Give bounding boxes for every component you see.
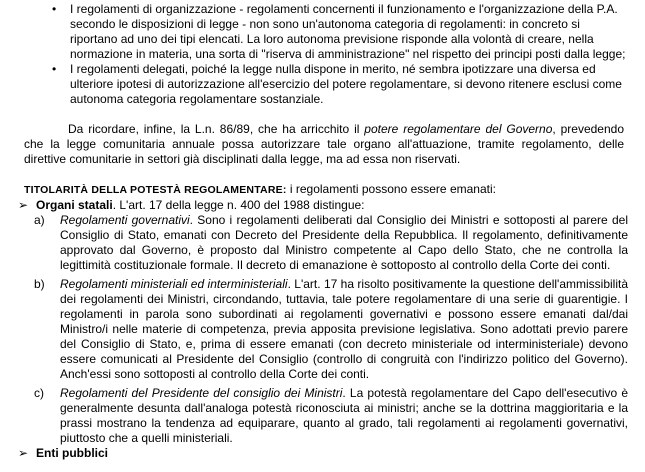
list-item [34, 213, 628, 273]
paragraph-text: , prevedendo che la legge comunitaria annuale possa autorizzare tale organo all'attuazione, tramite regolamento, delle direttive comunitarie in settori già disciplinati dalla legge, ma ad essa non riservati. [24, 122, 624, 166]
item-text: . L'art. 17 ha risolto positivamente la questione dell'ammissibilità dei regolamenti dei Ministri, circondando, tuttavia, tale potere regolamentare di una serie di guarentigie. I regolamenti in parola sono subordinati ai regolamenti governativi e possono essere emanati dal/dai Ministro/i nelle materie di competenza, previa apposita previsione legislativa. Sono adottati previo parere del Consiglio di Stato, e, prima di essere emanati (con decreto ministeriale od interministeriale) devono essere comunicati al Presidente del Consiglio (controllo di congruità con l'indirizzo politico del Governo). Anch'essi sono sottoposti al controllo della Corte dei conti. [60, 277, 628, 381]
item-title: Regolamenti governativi [60, 213, 190, 227]
list-item [52, 2, 630, 62]
list-item [34, 386, 628, 446]
list-item [18, 198, 645, 213]
section-title-rest: i regolamenti possono essere emanati: [286, 182, 496, 196]
item-text: . Sono i regolamenti deliberati dal Consiglio dei Ministri e sottoposti al parere del Consiglio di Stato, emanati con Decreto del Presidente della Repubblica. Il regolamento, definitivamente approvato dal Governo, è proposto dal Ministro competente al Capo dello Stato, che ne controlla la legittimità costituzionale formale. Il decreto di emanazione è sottoposto al controllo della Corte dei conti. [60, 213, 628, 272]
arrow-bullet-icon: ➢ [18, 446, 29, 460]
bullet-text: I regolamenti di organizzazione - regolamenti concernenti il funzionamento e l'organizzazione della P.A. secondo le disposizioni di legge - non sono un'autonoma categoria di regolamenti: in concreto si riportano ad uno dei tipi elencati. La loro autonoma previsione risponde alla volontà di creare, nella normazione in materia, una sorta di "riserva di amministrazione" nel rispetto dei principi posti dalla legge; [70, 2, 626, 61]
bullet-icon: • [52, 62, 57, 76]
bullet-icon: • [52, 2, 57, 16]
item-letter: b) [34, 277, 45, 291]
item-title: Regolamenti ministeriali ed interministeriali [60, 277, 288, 291]
section-title: TITOLARITÀ DELLA POTESTÀ REGOLAMENTARE: [24, 184, 287, 196]
paragraph-emphasis: potere regolamentare del Governo [364, 122, 553, 136]
list-item [18, 446, 645, 461]
arrow-bullet-icon: ➢ [18, 198, 29, 212]
bullet-text: I regolamenti delegati, poiché la legge nulla dispone in merito, né sembra ipotizzare una diversa ed ulteriore ipotesi di autorizzazione all'esercizio del potere regolamentare, si devono ritenere esclusi come autonoma categoria regolamentare sostanziale. [70, 62, 622, 106]
item-letter: c) [34, 386, 44, 400]
item-heading: Organi statali [36, 198, 113, 212]
paragraph [24, 122, 624, 167]
item-text: . L'art. 17 della legge n. 400 del 1988 distingue: [112, 198, 365, 212]
list-item [34, 277, 628, 382]
item-letter: a) [34, 213, 45, 227]
item-text: . La potestà regolamentare del Capo dell'esecutivo è generalmente desunta dall'analoga potestà riconosciuta ai ministri; anche se la dottrina maggioritaria e la prassi mostrano la tendenza ad equiparare, quanto al grado, tali regolamenti ai regolamenti governativi, piuttosto che a quelli ministeriali. [60, 386, 628, 445]
section-heading [24, 182, 645, 198]
paragraph-text: Da ricordare, infine, la L.n. 86/89, che ha arricchito il [68, 122, 365, 136]
list-item [52, 62, 630, 107]
item-title: Regolamenti del Presidente del consiglio dei Ministri [60, 386, 343, 400]
item-heading: Enti pubblici [36, 446, 108, 460]
